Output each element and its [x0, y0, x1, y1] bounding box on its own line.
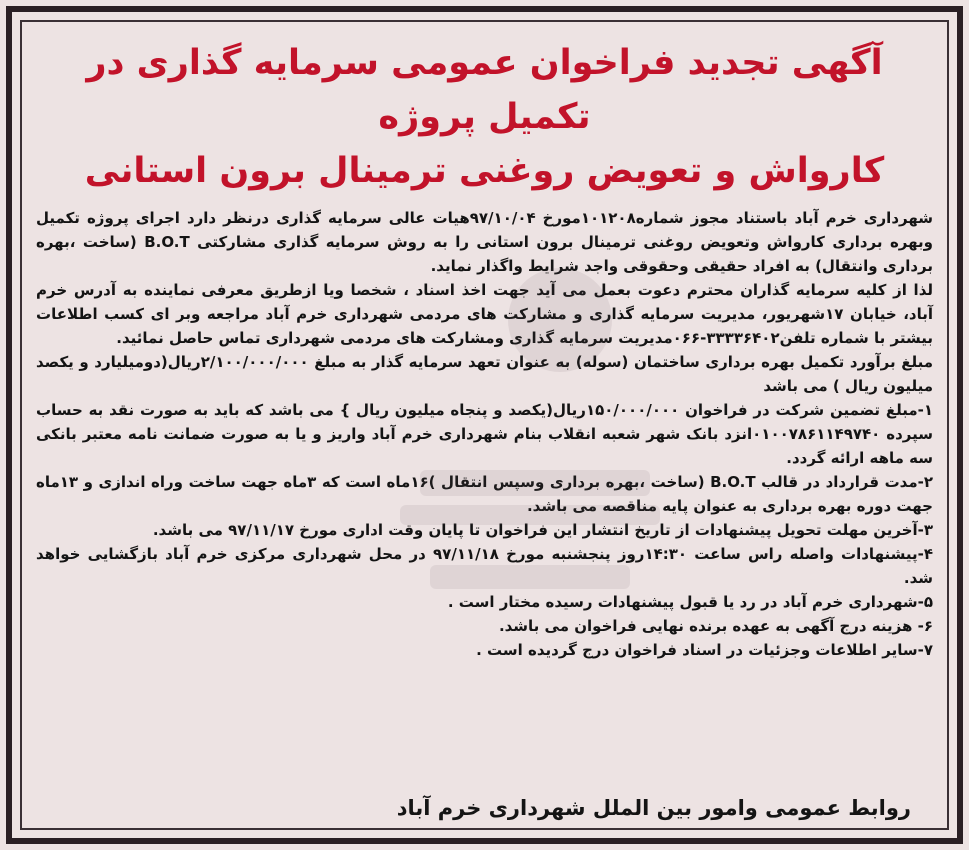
ad-title	[36, 36, 933, 198]
intro-paragraph: شهرداری خرم آباد باستناد مجوز شماره۱۰۱۲۰۸مورخ ۹۷/۱۰/۰۴هیات عالی سرمایه گذاری درنظر دارد اجرای پروژه تکمیل وبهره برداری کارواش وتعویض روغنی ترمینال برون استانی را به روش سرمایه گذاری مشارکتی B.O.T (ساخت ،بهره برداری وانتقال) به افراد حقیقی وحقوقی واجد شرایط واگذار نماید.	[36, 209, 933, 275]
item-2-contract-duration: ۲-مدت قرارداد در قالب B.O.T (ساخت ،بهره برداری وسپس انتقال )۱۶ماه است که ۳ماه جهت ساخت وراه اندازی و ۱۳ماه جهت دوره بهره برداری به عنوان پایه مناقصه می باشد.	[36, 473, 934, 515]
item-3-deadline: ۳-آخرین مهلت تحویل پیشنهادات از تاریخ انتشار این فراخوان تا پایان وقت اداری مورخ ۹۷/۱۱/۱۷ می باشد.	[152, 521, 933, 539]
item-7-other-info: ۷-سایر اطلاعات وجزئیات در اسناد فراخوان درج گردیده است .	[476, 641, 933, 659]
item-1-guarantee: ۱-مبلغ تضمین شرکت در فراخوان ۱۵۰/۰۰۰/۰۰۰ریال(یکصد و پنجاه میلیون ریال } می باشد که باید به صورت نقد به حساب سپرده ۰۱۰۰۷۸۶۱۱۴۹۷۴۰انزد بانک شهر شعبه انقلاب بنام شهرداری خرم آباد واریز و یا به صورت ضمانت نامه معتبر بانکی سه ماهه ارائه گردد.	[36, 401, 934, 467]
ad-content	[36, 36, 933, 662]
ad-body	[36, 206, 933, 662]
title-line-2: کارواش و تعویض روغنی ترمینال برون استانی	[84, 151, 885, 191]
item-4-opening: ۴-پیشنهادات واصله راس ساعت ۱۴:۳۰روز پنجشنبه مورخ ۹۷/۱۱/۱۸ در محل شهرداری مرکزی خرم آباد بازگشایی خواهد شد.	[36, 545, 933, 587]
item-6-cost: ۶- هزینه درج آگهی به عهده برنده نهایی فراخوان می باشد.	[498, 617, 933, 635]
item-5-rights: ۵-شهرداری خرم آباد در رد یا قبول پیشنهادات رسیده مختار است .	[447, 593, 933, 611]
ad-signature: روابط عمومی وامور بین الملل شهرداری خرم آباد	[396, 796, 911, 820]
title-line-1: آگهی تجدید فراخوان عمومی سرمایه گذاری در تکمیل پروژه	[86, 43, 883, 137]
estimate-paragraph: مبلغ برآورد تکمیل بهره برداری ساختمان (سوله) به عنوان تعهد سرمایه گذار به مبلغ ۲/۱۰۰/۰۰۰/۰۰۰ریال(دومیلیارد و یکصد میلیون ریال ) می باشد	[36, 353, 933, 395]
invitation-paragraph: لذا از کلیه سرمایه گذاران محترم دعوت بعمل می آید جهت اخذ اسناد ، شخصا ویا ازطریق معرفی نماینده به آدرس خرم آباد، خیابان ۱۷شهریور، مدیریت سرمایه گذاری و مشارکت های مردمی شهرداری خرم آباد مراجعه وبر ای کسب اطلاعات بیشتر با شماره تلفن۳۳۳۳۶۴۰۲-۰۶۶مدیریت سرمایه گذاری ومشارکت های مردمی شهرداری تماس حاصل نمائید.	[36, 281, 933, 347]
